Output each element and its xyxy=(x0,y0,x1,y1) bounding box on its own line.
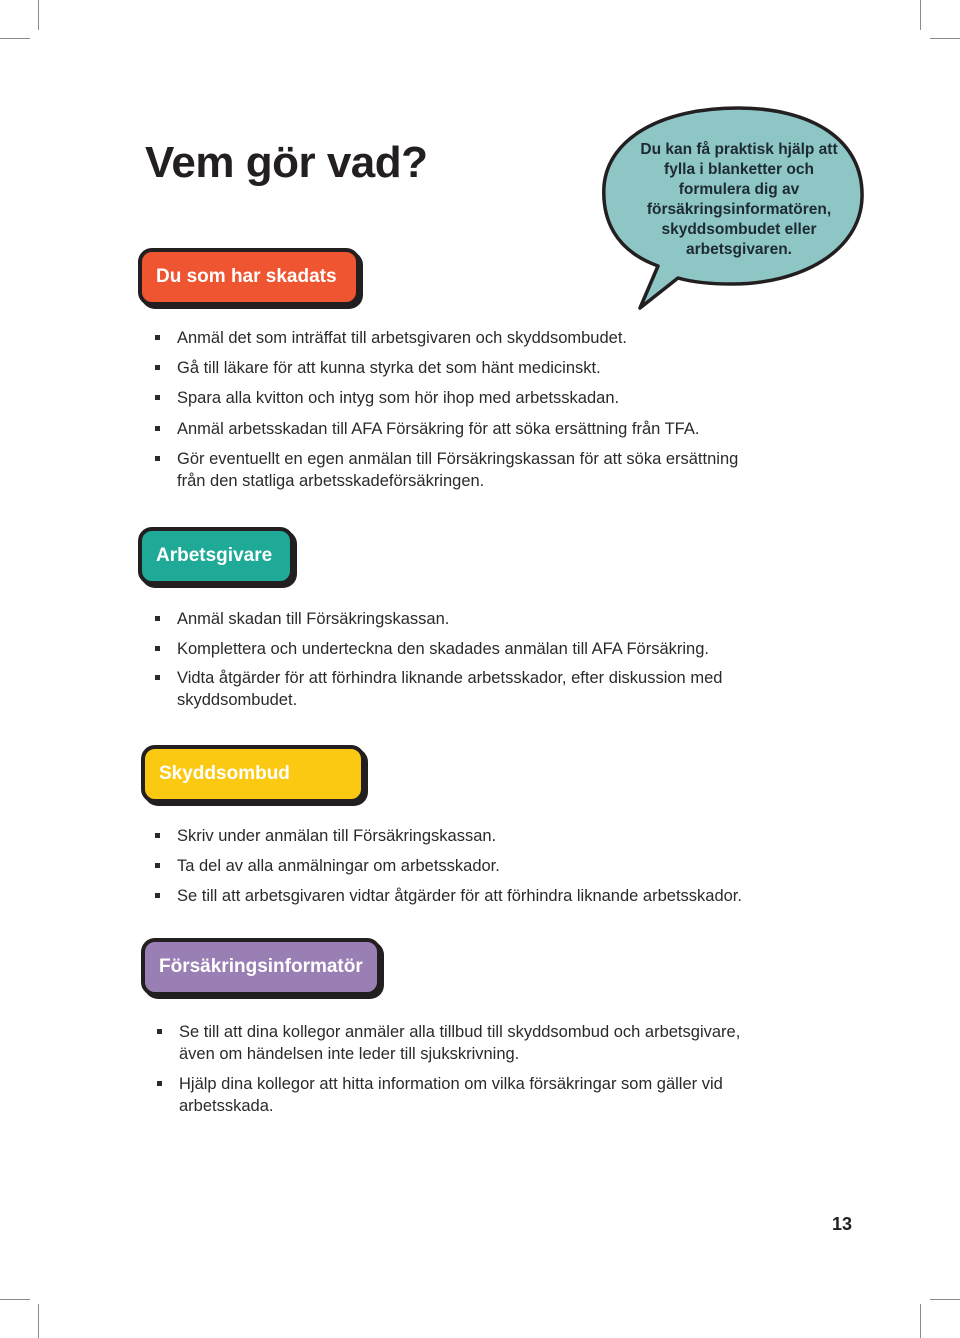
page-title: Vem gör vad? xyxy=(145,138,428,187)
bullet xyxy=(155,893,160,898)
list-item: Skriv under anmälan till Försäkringskassan. xyxy=(177,825,496,847)
list-item: Vidta åtgärder för att förhindra liknande arbetsskador, efter diskussion med skyddsombudet. xyxy=(177,667,722,711)
bullet xyxy=(155,863,160,868)
list-item: Hjälp dina kollegor att hitta information om vilka försäkringar som gäller vid arbetsskada. xyxy=(179,1073,723,1117)
crop-mark xyxy=(38,1304,39,1338)
list-item: Anmäl arbetsskadan till AFA Försäkring för att söka ersättning från TFA. xyxy=(177,418,699,440)
crop-mark xyxy=(920,1304,921,1338)
crop-mark xyxy=(930,38,960,39)
bullet xyxy=(155,833,160,838)
section-label-employer: Arbetsgivare xyxy=(138,527,294,585)
bullet xyxy=(155,456,160,461)
bullet xyxy=(155,426,160,431)
list-item: Spara alla kvitton och intyg som hör ihop med arbetsskadan. xyxy=(177,387,619,409)
crop-mark xyxy=(930,1299,960,1300)
section-label-safety-rep: Skyddsombud xyxy=(141,745,365,803)
page-number: 13 xyxy=(832,1214,853,1234)
list-item: Se till att dina kollegor anmäler alla tillbud till skyddsombud och arbetsgivare, även om händelsen inte leder till sjukskrivning. xyxy=(179,1021,740,1065)
list-item: Komplettera och underteckna den skadades anmälan till AFA Försäkring. xyxy=(177,638,709,660)
list-item: Anmäl det som inträffat till arbetsgivaren och skyddsombudet. xyxy=(177,327,627,349)
crop-mark xyxy=(0,1299,30,1300)
list-item: Ta del av alla anmälningar om arbetsskador. xyxy=(177,855,500,877)
bullet xyxy=(155,616,160,621)
list-item: Anmäl skadan till Försäkringskassan. xyxy=(177,608,449,630)
bullet xyxy=(155,335,160,340)
section-label-insurance-informant: Försäkringsinformatör xyxy=(141,938,381,996)
bullet xyxy=(157,1029,162,1034)
list-item: Se till att arbetsgivaren vidtar åtgärder för att förhindra liknande arbetsskador. xyxy=(177,885,742,907)
bullet xyxy=(157,1081,162,1086)
bullet xyxy=(155,395,160,400)
list-item: Gör eventuellt en egen anmälan till Försäkringskassan för att söka ersättning från den statliga arbetsskadeförsäkringen. xyxy=(177,448,738,492)
crop-mark xyxy=(38,0,39,30)
crop-mark xyxy=(0,38,30,39)
bullet xyxy=(155,675,160,680)
section-label-injured: Du som har skadats xyxy=(138,248,360,306)
callout-text: Du kan få praktisk hjälp att fylla i blanketter och formulera dig av försäkringsinformatören, skyddsombudet eller arbetsgivaren. xyxy=(640,141,838,258)
bullet xyxy=(155,646,160,651)
crop-mark xyxy=(920,0,921,30)
bullet xyxy=(155,365,160,370)
list-item: Gå till läkare för att kunna styrka det som hänt medicinskt. xyxy=(177,357,601,379)
speech-bubble xyxy=(600,100,870,312)
